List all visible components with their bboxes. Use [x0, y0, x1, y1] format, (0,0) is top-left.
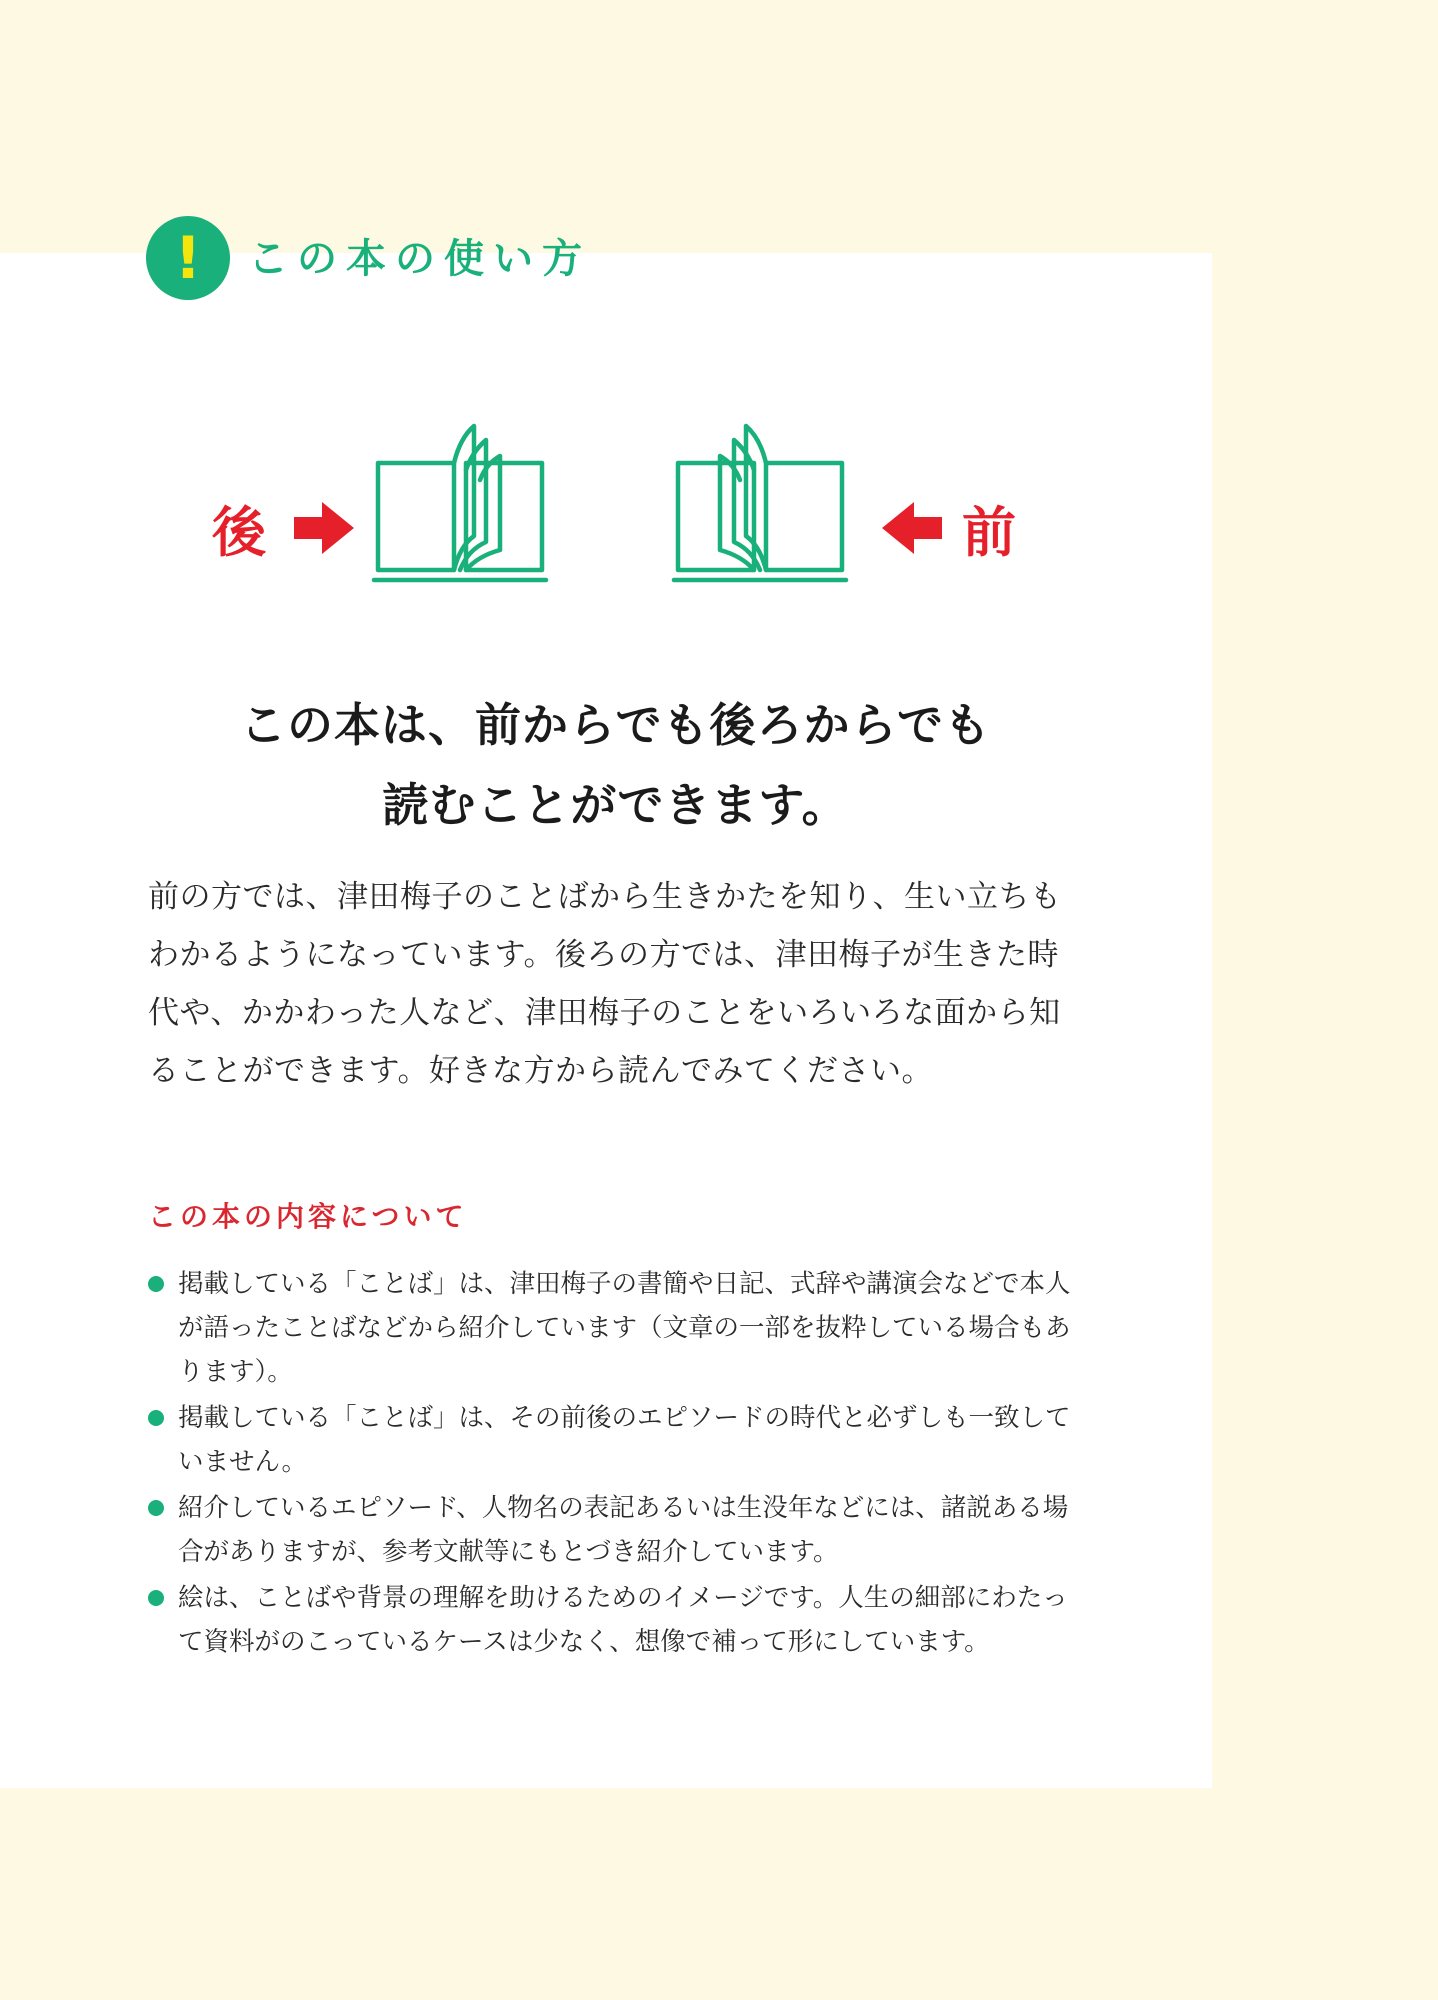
headline — [146, 685, 1085, 845]
reading-direction-diagram — [200, 410, 1040, 600]
list-item — [148, 1486, 1088, 1574]
note-text: 掲載している「ことば」は、津田梅子の書簡や日記、式辞や講演会などで本人が語ったことばなどから紹介しています（文章の一部を抜粋している場合もあります）。 — [178, 1269, 1071, 1387]
bullet-icon — [148, 1410, 164, 1426]
bullet-icon — [148, 1500, 164, 1516]
section-header — [146, 215, 591, 301]
bullet-icon — [148, 1276, 164, 1292]
note-text: 紹介しているエピソード、人物名の表記あるいは生没年などには、諸説ある場合がありますが、参考文献等にもとづき紹介しています。 — [178, 1493, 1069, 1567]
arrow-left-icon — [880, 500, 944, 556]
headline-line-1: この本は、前からでも後ろからでも — [239, 698, 992, 752]
note-text: 掲載している「ことば」は、その前後のエピソードの時代と必ずしも一致していません。 — [178, 1403, 1071, 1477]
list-item — [148, 1262, 1088, 1394]
headline-line-2: 読むことができます。 — [382, 778, 849, 832]
list-item — [148, 1396, 1088, 1484]
back-label: 後 — [212, 500, 266, 564]
open-book-icon — [370, 418, 550, 588]
exclamation-icon — [146, 216, 230, 300]
notes-list — [148, 1262, 1088, 1666]
list-item — [148, 1576, 1088, 1664]
exclamation-mark: ! — [174, 224, 202, 292]
header-title: この本の使い方 — [248, 235, 591, 282]
arrow-right-icon — [292, 500, 356, 556]
note-text: 絵は、ことばや背景の理解を助けるためのイメージです。人生の細部にわたって資料がのこっているケースは少なく、想像で補って形にしています。 — [178, 1583, 1068, 1657]
open-book-icon — [670, 418, 850, 588]
bullet-icon — [148, 1590, 164, 1606]
section-title: この本の内容について — [148, 1200, 468, 1233]
intro-paragraph: 前の方では、津田梅子のことばから生きかたを知り、生い立ちもわかるようになっています。後ろの方では、津田梅子が生きた時代や、かかわった人など、津田梅子のことをいろいろな面から知ることができます。好きな方から読んでみてください。 — [148, 879, 1062, 1089]
front-label: 前 — [962, 500, 1016, 564]
